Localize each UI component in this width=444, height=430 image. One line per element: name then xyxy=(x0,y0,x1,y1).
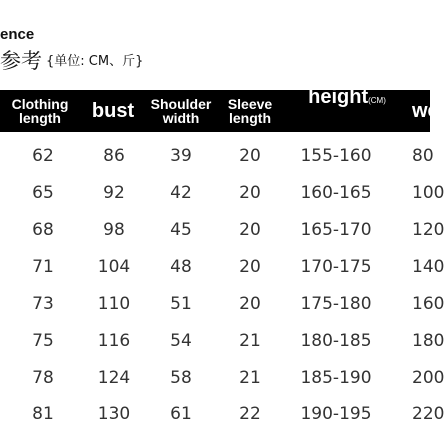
table-row xyxy=(0,363,444,393)
header-label: Sleeve xyxy=(227,96,273,112)
header-bust xyxy=(92,90,134,132)
cell-shoulder-width: 39 xyxy=(170,146,192,166)
header-shoulder-width xyxy=(151,90,212,132)
cell-height: 190-195 xyxy=(300,404,372,424)
cell-shoulder-width: 45 xyxy=(170,220,192,240)
cell-shoulder-width: 42 xyxy=(170,183,192,203)
cell-clothing-length: 68 xyxy=(32,220,54,240)
header-weight xyxy=(412,90,439,132)
title-chinese-text: 参考 xyxy=(0,49,42,73)
cell-height: 185-190 xyxy=(300,368,372,388)
table-row xyxy=(0,178,444,208)
cell-bust: 116 xyxy=(97,331,131,351)
table-row xyxy=(0,289,444,319)
header-sleeve-length xyxy=(228,90,272,132)
cell-sleeve-length: 21 xyxy=(239,331,261,351)
header-label: length xyxy=(229,110,271,126)
cell-clothing-length: 78 xyxy=(32,368,54,388)
table-row xyxy=(0,252,444,282)
header-label: Clothing xyxy=(11,96,69,112)
cell-sleeve-length: 21 xyxy=(239,368,261,388)
cell-shoulder-width: 58 xyxy=(170,368,192,388)
cell-shoulder-width: 48 xyxy=(170,257,192,277)
cell-height: 165-170 xyxy=(300,220,372,240)
cell-height: 155-160 xyxy=(300,146,372,166)
cell-shoulder-width: 54 xyxy=(170,331,192,351)
table-row xyxy=(0,141,434,171)
title-english: ence xyxy=(0,26,35,43)
cell-bust: 124 xyxy=(97,368,131,388)
cell-bust: 86 xyxy=(103,146,125,166)
cell-clothing-length: 62 xyxy=(32,146,54,166)
table-row xyxy=(0,215,444,245)
cell-bust: 98 xyxy=(103,220,125,240)
cell-sleeve-length: 22 xyxy=(239,404,261,424)
cell-weight: 100 xyxy=(412,183,444,203)
header-label: width xyxy=(162,110,200,126)
cell-shoulder-width: 51 xyxy=(170,294,192,314)
cell-bust: 130 xyxy=(97,404,131,424)
header-clothing-length xyxy=(12,90,69,132)
table-row xyxy=(0,399,444,429)
cell-clothing-length: 65 xyxy=(32,183,54,203)
cell-height: 180-185 xyxy=(300,331,372,351)
cell-sleeve-length: 20 xyxy=(239,183,261,203)
cell-clothing-length: 71 xyxy=(32,257,54,277)
cell-bust: 92 xyxy=(103,183,125,203)
cell-weight: 80 xyxy=(412,146,434,166)
cell-weight: 180 xyxy=(412,331,444,351)
header-height xyxy=(308,86,386,132)
cell-clothing-length: 81 xyxy=(32,404,54,424)
header-label: we xyxy=(412,100,439,122)
header-label: bust xyxy=(91,100,135,122)
cell-weight: 120 xyxy=(412,220,444,240)
cell-weight: 200 xyxy=(412,368,444,388)
cell-weight: 160 xyxy=(412,294,444,314)
header-label: height xyxy=(308,86,369,108)
cell-sleeve-length: 20 xyxy=(239,294,261,314)
cell-bust: 104 xyxy=(97,257,131,277)
cell-weight: 220 xyxy=(412,404,444,424)
table-row xyxy=(0,326,444,356)
unit-note: {单位: CM、斤} xyxy=(46,54,144,69)
header-unit: (CM) xyxy=(368,96,386,105)
cell-clothing-length: 75 xyxy=(32,331,54,351)
cell-shoulder-width: 61 xyxy=(170,404,192,424)
header-label: Shoulder xyxy=(150,96,212,112)
title-chinese xyxy=(0,45,143,75)
cell-height: 175-180 xyxy=(300,294,372,314)
cell-height: 160-165 xyxy=(300,183,372,203)
cell-height: 170-175 xyxy=(300,257,372,277)
cell-sleeve-length: 20 xyxy=(239,220,261,240)
cell-clothing-length: 73 xyxy=(32,294,54,314)
cell-sleeve-length: 20 xyxy=(239,146,261,166)
header-label: length xyxy=(18,110,61,126)
cell-bust: 110 xyxy=(97,294,131,314)
cell-sleeve-length: 20 xyxy=(239,257,261,277)
cell-weight: 140 xyxy=(412,257,444,277)
